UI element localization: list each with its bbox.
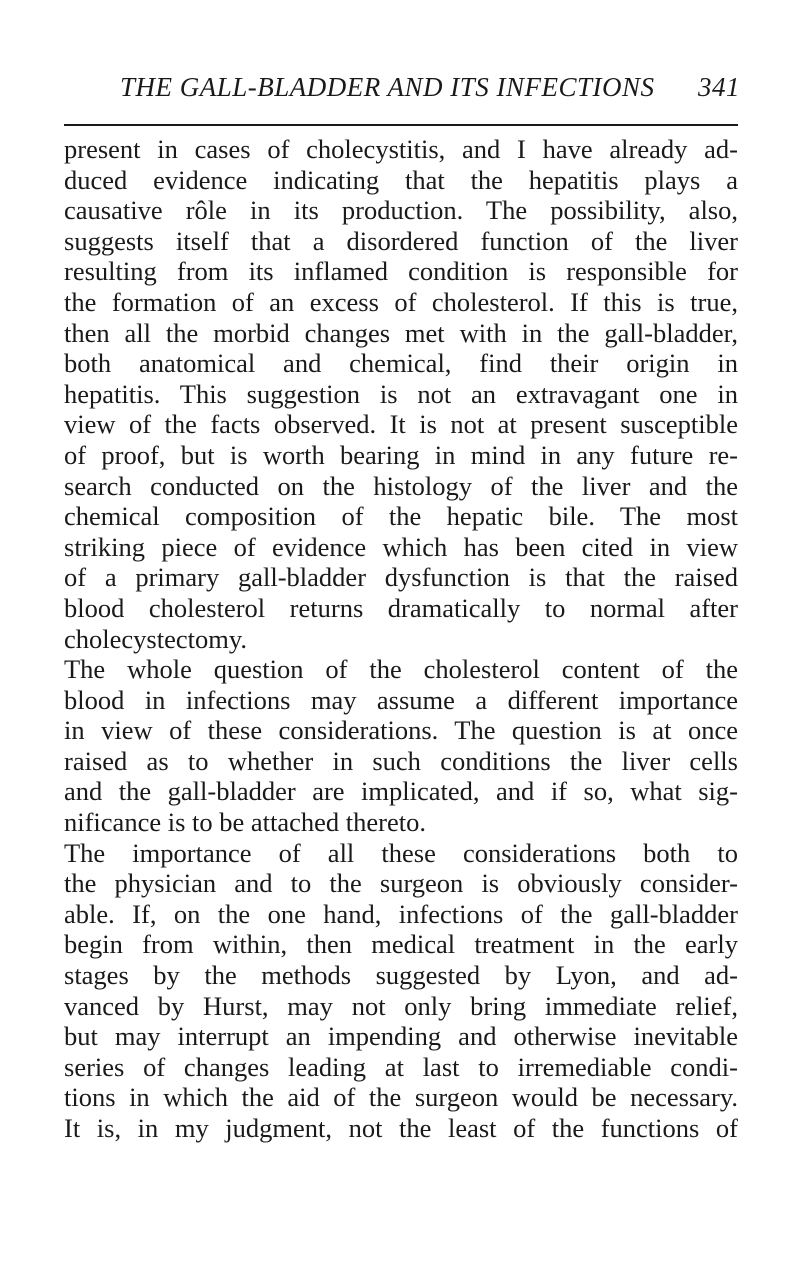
text-line: then all the morbid changes met with in the gall-bladder, xyxy=(64,317,738,348)
text-line: The importance of all these considerations both to xyxy=(64,837,738,868)
text-line: vanced by Hurst, may not only bring immediate relief, xyxy=(64,990,738,1021)
text-line: begin from within, then medical treatment in the early xyxy=(64,929,738,960)
header-rule xyxy=(64,124,738,126)
text-line: cholecystectomy. xyxy=(64,623,247,654)
text-line: nificance is to be attached thereto. xyxy=(64,807,426,838)
text-line: tions in which the aid of the surgeon would be necessary. xyxy=(64,1082,738,1113)
text-line: the physician and to the surgeon is obviously consider- xyxy=(64,868,738,899)
text-line: chemical composition of the hepatic bile. The most xyxy=(64,501,738,532)
text-line: present in cases of cholecystitis, and I have already ad- xyxy=(64,134,738,164)
text-line: in view of these considerations. The question is at once xyxy=(64,715,738,746)
text-line: able. If, on the one hand, infections of the gall-bladder xyxy=(64,898,738,929)
running-head xyxy=(64,72,740,112)
running-title: THE GALL-BLADDER AND ITS INFECTIONS xyxy=(120,72,655,102)
text-line: causative rôle in its production. The possibility, also, xyxy=(64,195,738,226)
text-line: The whole question of the cholesterol content of the xyxy=(64,654,738,685)
text-line: striking piece of evidence which has been cited in view xyxy=(64,531,738,562)
text-line: the formation of an excess of cholesterol. If this is true, xyxy=(64,286,738,317)
text-line: search conducted on the histology of the liver and the xyxy=(64,470,738,501)
page-number: 341 xyxy=(698,72,740,102)
body-text xyxy=(64,134,738,1144)
text-line: raised as to whether in such conditions the liver cells xyxy=(64,745,738,776)
text-line: It is, in my judgment, not the least of the functions of xyxy=(64,1113,738,1143)
text-line: duced evidence indicating that the hepatitis plays a xyxy=(64,164,738,195)
text-line: of proof, but is worth bearing in mind in any future re- xyxy=(64,439,738,470)
text-line: resulting from its inflamed condition is responsible for xyxy=(64,256,738,287)
text-line: blood in infections may assume a different importance xyxy=(64,684,738,715)
text-line: hepatitis. This suggestion is not an extravagant one in xyxy=(64,378,738,409)
text-line: stages by the methods suggested by Lyon, and ad- xyxy=(64,960,738,991)
text-line: suggests itself that a disordered function of the liver xyxy=(64,225,738,256)
text-line: series of changes leading at last to irremediable condi- xyxy=(64,1051,738,1082)
text-line: but may interrupt an impending and otherwise inevitable xyxy=(64,1021,738,1052)
text-line: view of the facts observed. It is not at present susceptible xyxy=(64,409,738,440)
text-line: of a primary gall-bladder dysfunction is that the raised xyxy=(64,562,738,593)
text-line: and the gall-bladder are implicated, and if so, what sig- xyxy=(64,776,738,807)
text-line: blood cholesterol returns dramatically to normal after xyxy=(64,592,738,623)
text-line: both anatomical and chemical, find their origin in xyxy=(64,348,738,379)
